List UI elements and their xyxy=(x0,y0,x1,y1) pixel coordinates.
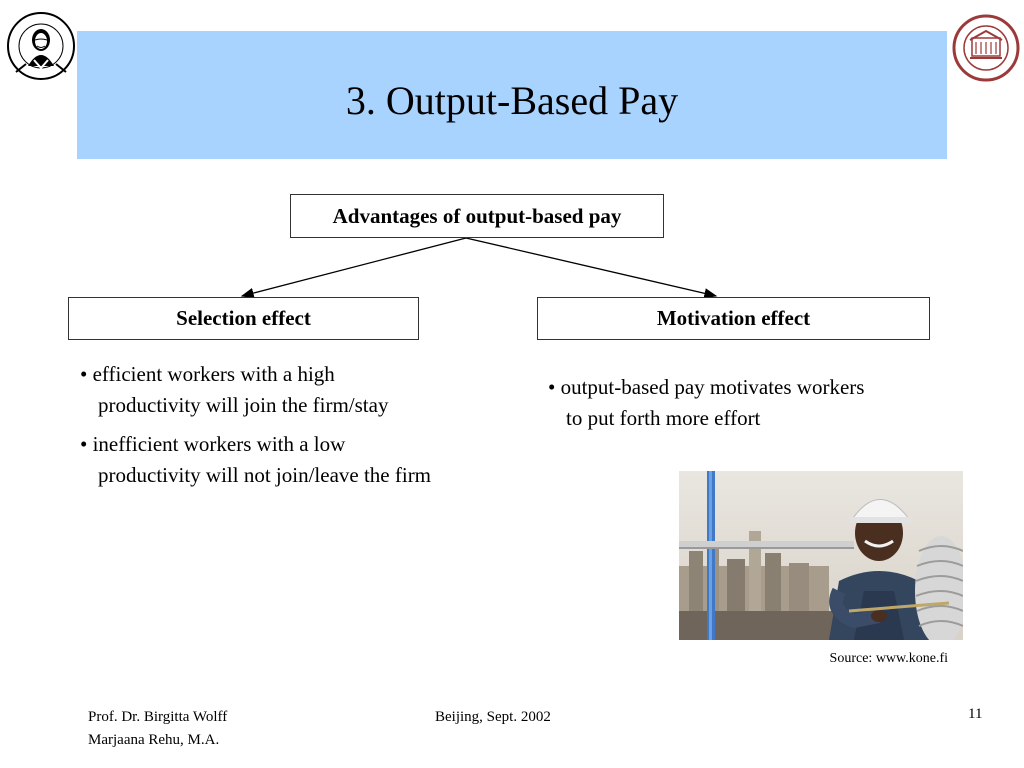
arrow-to-selection xyxy=(242,238,466,296)
footer-event: Beijing, Sept. 2002 xyxy=(435,709,551,725)
university-logo-right xyxy=(952,14,1020,82)
advantages-box: Advantages of output-based pay xyxy=(290,194,664,238)
page-number: 11 xyxy=(968,706,983,722)
bnu-seal-icon xyxy=(952,14,1020,82)
bullet-line: • inefficient workers with a low xyxy=(80,432,346,456)
bullet-line: • output-based pay motivates workers xyxy=(548,375,865,399)
slide-title: 3. Output-Based Pay xyxy=(345,78,679,123)
title-banner xyxy=(77,31,947,159)
bullet-line: productivity will join the firm/stay xyxy=(98,393,389,417)
author-name: Prof. Dr. Birgitta Wolff xyxy=(88,709,228,725)
motivation-bullet-1 xyxy=(548,372,968,434)
bullet-line: to put forth more effort xyxy=(566,406,761,430)
construction-worker-image xyxy=(679,471,963,640)
university-logo-left xyxy=(6,10,76,84)
selection-bullet-1 xyxy=(80,359,520,421)
photo-source-caption: Source: www.kone.fi xyxy=(829,651,948,666)
arrow-to-motivation xyxy=(466,238,716,296)
bullet-line: productivity will not join/leave the firm xyxy=(98,463,432,487)
selection-bullet-2 xyxy=(80,429,520,491)
guericke-seal-icon xyxy=(6,10,76,84)
selection-effect-box: Selection effect xyxy=(68,297,419,340)
worker-photo xyxy=(679,471,963,640)
author-name: Marjaana Rehu, M.A. xyxy=(88,732,220,748)
bullet-line: • efficient workers with a high xyxy=(80,362,335,386)
motivation-effect-box: Motivation effect xyxy=(537,297,930,340)
footer-authors xyxy=(88,706,227,752)
